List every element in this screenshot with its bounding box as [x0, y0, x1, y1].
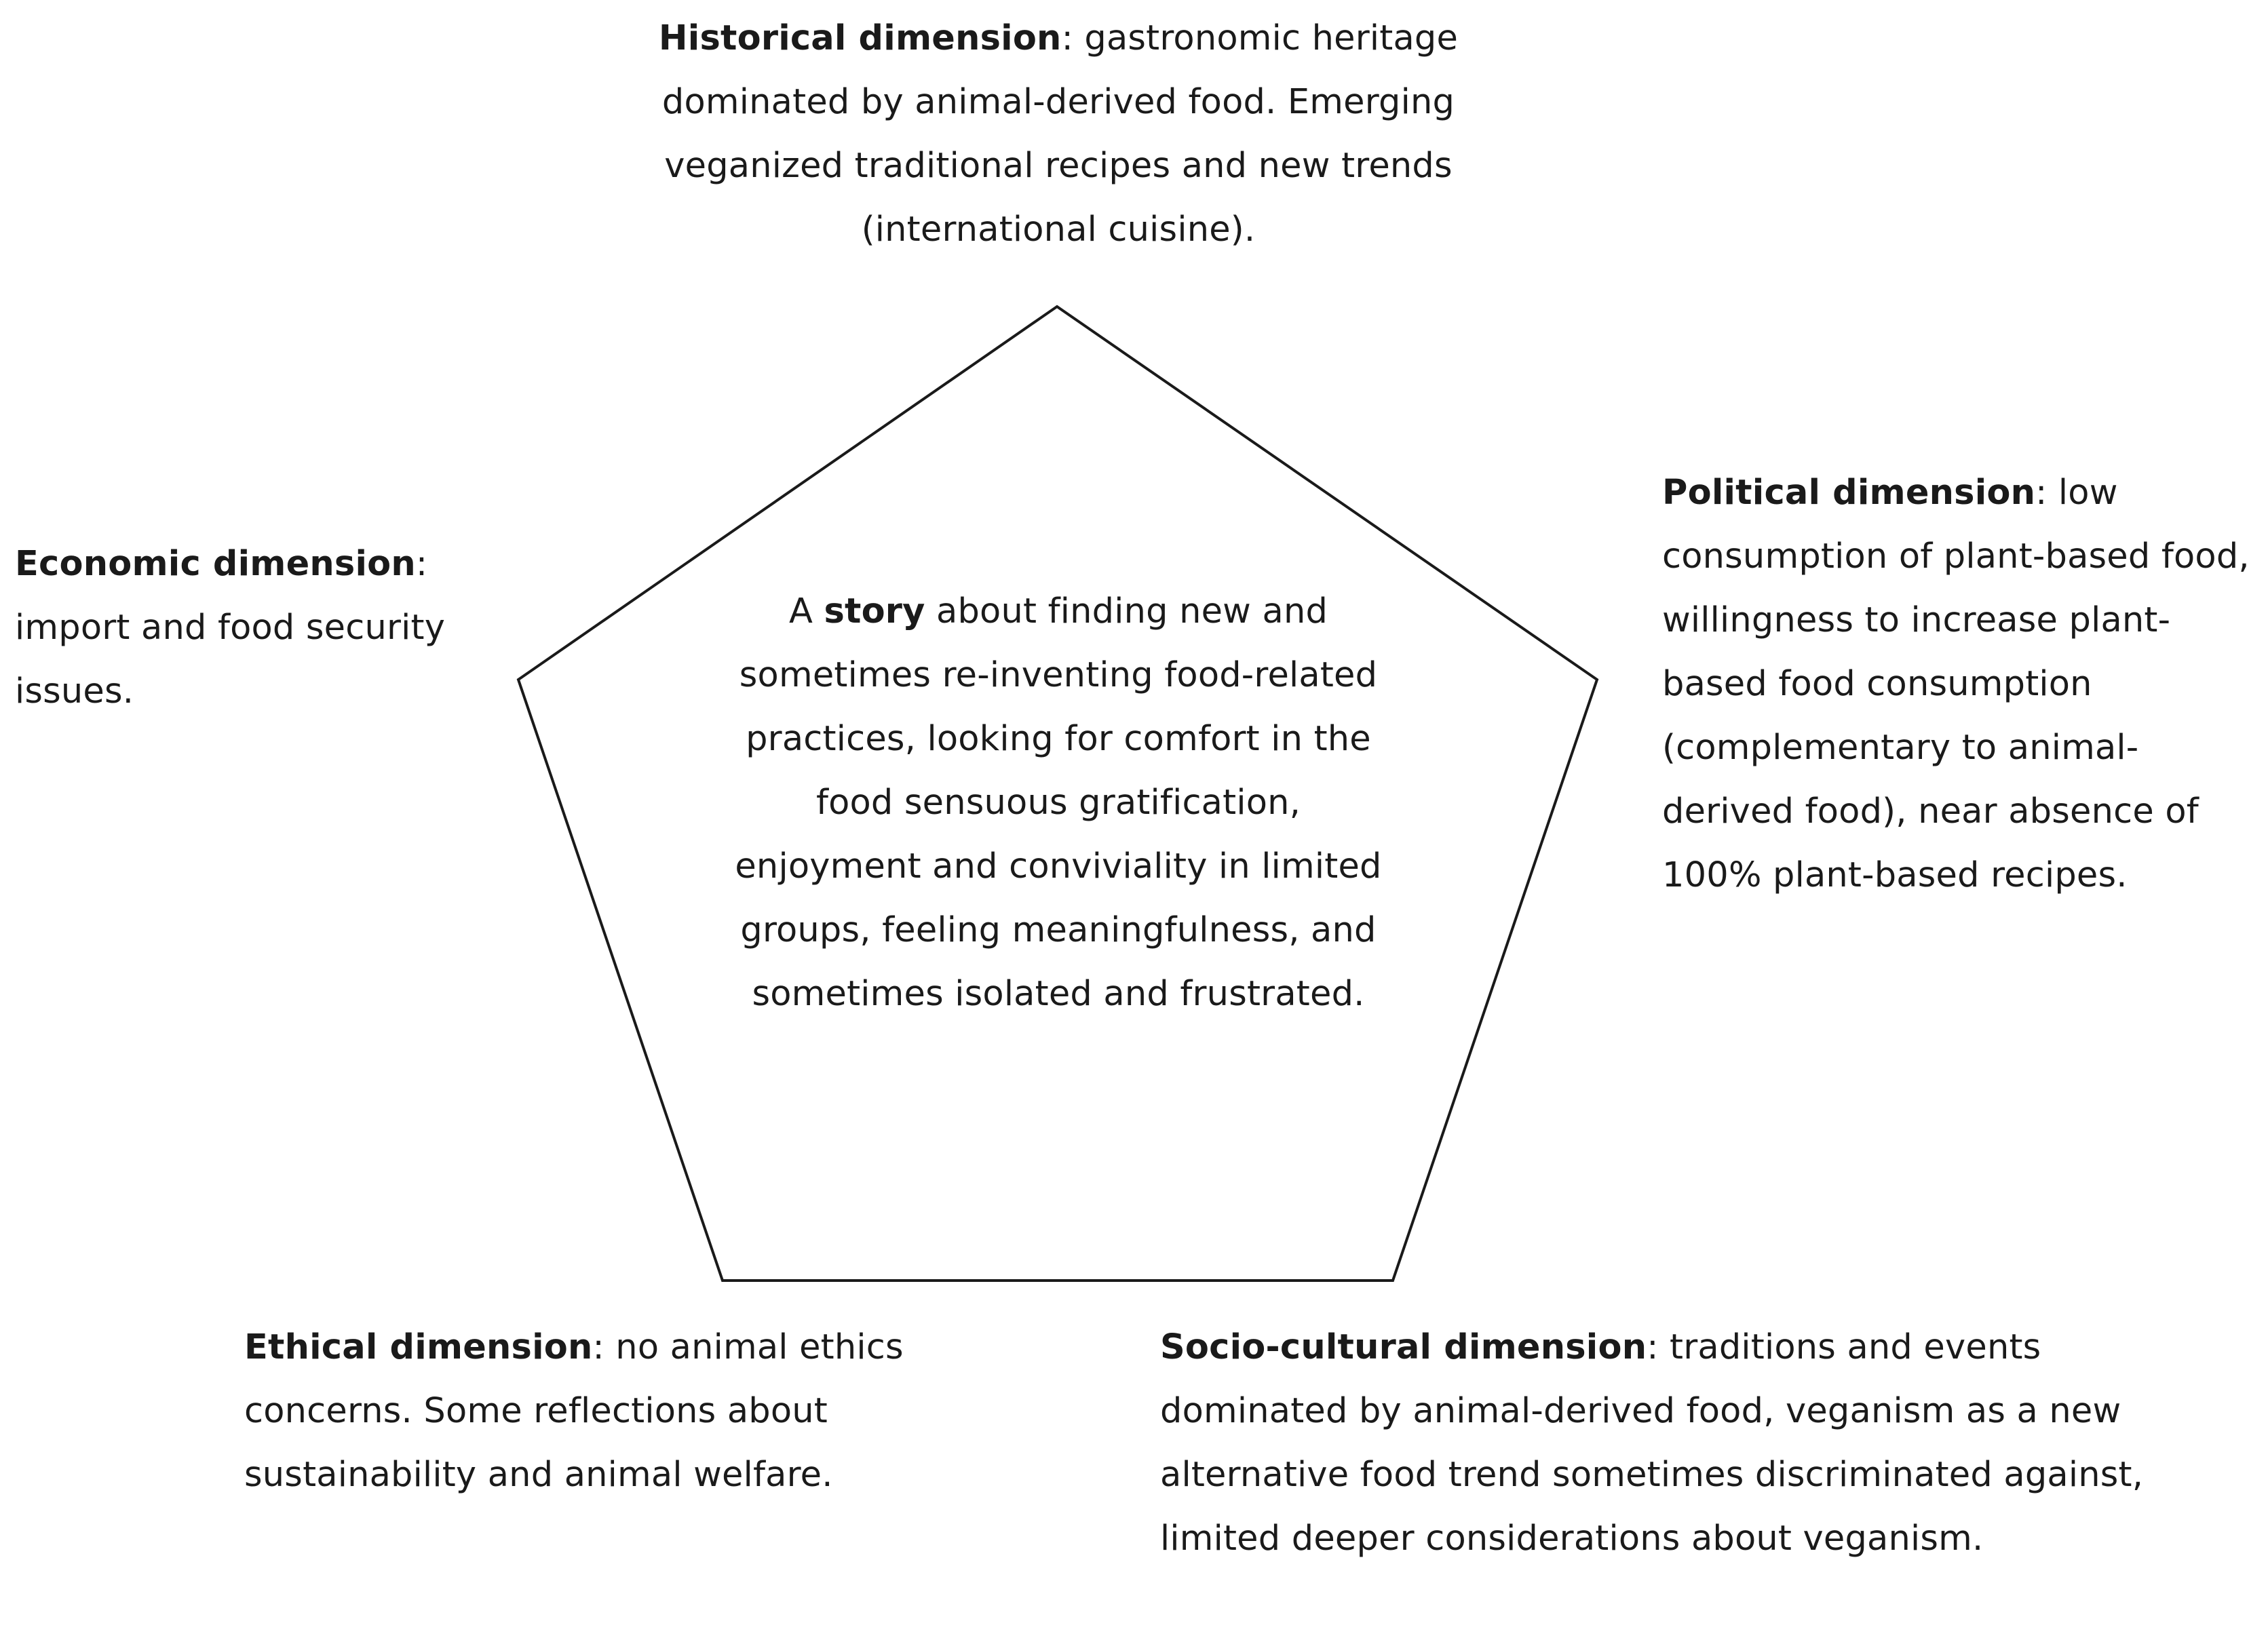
economic-dimension-text: : import and food security issues. [15, 544, 446, 711]
ethical-dimension-text: : no animal ethics concerns. Some reflections about sustainability and animal welfare. [244, 1327, 904, 1495]
economic-dimension [15, 532, 463, 724]
center-story-emphasis: story [824, 591, 925, 631]
center-story-prefix: A [788, 591, 824, 631]
center-story-text: about finding new and sometimes re-inventing food-related practices, looking for comfort in the food sensuous gratification, enjoyment and conviviality in limited groups, feeling meaningfulness, and sometimes isolated and frustrated. [735, 591, 1382, 1014]
political-dimension-text: : low consumption of plant-based food, willingness to increase plant-based food consumption (complementary to animal-derived food), near absence of 100% plant-based recipes. [1662, 473, 2250, 895]
sociocultural-dimension-text: : traditions and events dominated by animal-derived food, veganism as a new alternative food trend sometimes discriminated against, limited deeper considerations about veganism. [1160, 1327, 2144, 1559]
historical-dimension-label: Historical dimension [658, 18, 1062, 58]
historical-dimension-text: : gastronomic heritage dominated by animal-derived food. Emerging veganized traditional recipes and new trends (international cuisine). [661, 18, 1459, 250]
sociocultural-dimension [1160, 1316, 2232, 1571]
economic-dimension-label: Economic dimension [15, 544, 416, 584]
political-dimension [1662, 461, 2259, 907]
ethical-dimension-label: Ethical dimension [244, 1327, 593, 1367]
ethical-dimension [244, 1316, 1045, 1507]
political-dimension-label: Political dimension [1662, 473, 2036, 513]
center-story [719, 580, 1398, 1026]
historical-dimension [570, 7, 1547, 262]
sociocultural-dimension-label: Socio-cultural dimension [1160, 1327, 1647, 1367]
